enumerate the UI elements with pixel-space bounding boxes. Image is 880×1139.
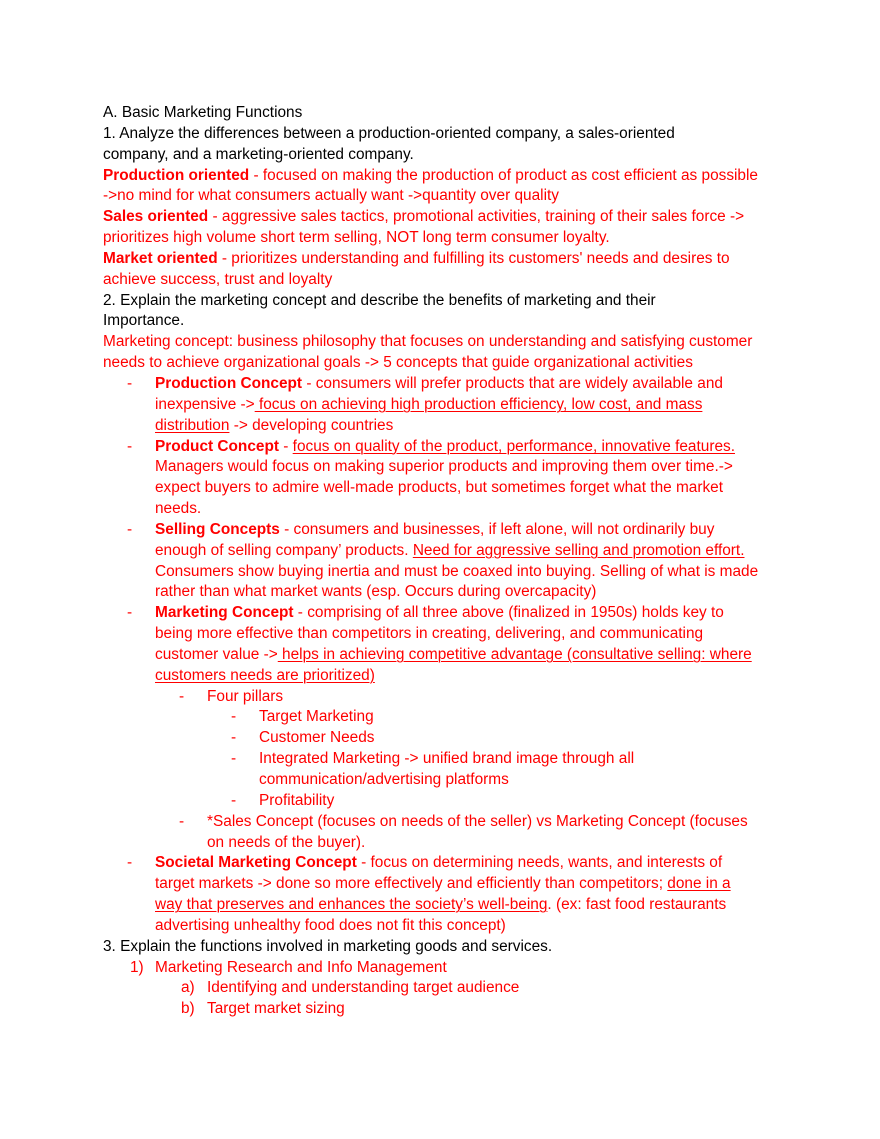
bullet-dash: - bbox=[231, 708, 237, 726]
list-item-marketing-concept: - Marketing Concept - comprising of all three above (finalized in 1950s) holds key to being more effective than competitors in creating, delivering, and communicating customer value -> helps in achieving competitive advantage (consultative selling: where customers needs are prioritized) bbox=[127, 604, 752, 684]
list-item-market-sizing: b) Target market sizing bbox=[103, 999, 783, 1020]
list-item-selling-concepts: - Selling Concepts - consumers and businesses, if left alone, will not ordinarily buy enough of selling company’ products. Need for aggressive selling and promotion effort. Consumers show buying inertia and must be coaxed into buying. Selling of what is made rather than what market wants (esp. Occurs during overcapacity) bbox=[127, 520, 759, 601]
bullet-dash: - bbox=[179, 687, 185, 705]
market-oriented-term: Market oriented bbox=[103, 249, 218, 267]
production-oriented-desc: - focused on making the production of product as cost efficient as possible bbox=[249, 166, 758, 184]
question-1-line-1: 1. Analyze the differences between a production-oriented company, a sales-oriented bbox=[103, 124, 675, 142]
product-concept-term: Product Concept bbox=[155, 437, 279, 455]
underlined-emphasis: helps in achieving competitive advantage (consultative selling: where bbox=[277, 645, 752, 663]
underlined-emphasis: distribution bbox=[155, 416, 230, 434]
underlined-emphasis: focus on quality of the product, performance, innovative features. bbox=[292, 437, 735, 455]
societal-concept-term: Societal Marketing Concept bbox=[155, 854, 357, 872]
pillar-item-integrated-marketing: - Integrated Marketing -> unified brand image through all communication/advertising platforms bbox=[231, 750, 635, 788]
section-title: A. Basic Marketing Functions bbox=[103, 104, 303, 121]
market-oriented-line-2: achieve success, trust and loyalty bbox=[103, 270, 333, 288]
underlined-emphasis: customers needs are prioritized) bbox=[155, 666, 375, 684]
list-item-production-concept: - Production Concept - consumers will prefer products that are widely available and inexpensive -> focus on achieving high production efficiency, low cost, and mass distribution -> developing countries bbox=[127, 374, 723, 434]
list-item-four-pillars: - Four pillars bbox=[103, 687, 783, 708]
pillar-item-target-marketing: - Target Marketing bbox=[103, 707, 783, 728]
pillar-item-profitability: - Profitability bbox=[103, 791, 783, 812]
question-2-line-1: 2. Explain the marketing concept and describe the benefits of marketing and their bbox=[103, 291, 656, 309]
list-number: 1) bbox=[130, 958, 144, 976]
sales-oriented-line-2: prioritizes high volume short term selling, NOT long term consumer loyalty. bbox=[103, 229, 610, 247]
sales-oriented-term: Sales oriented bbox=[103, 208, 209, 226]
underlined-emphasis: way that preserves and enhances the society’s well-being bbox=[155, 896, 548, 914]
marketing-concept-definition-line-1: Marketing concept: business philosophy that focuses on understanding and satisfying customer bbox=[103, 333, 753, 351]
bullet-dash: - bbox=[127, 520, 133, 538]
marketing-concept-definition-line-2: needs to achieve organizational goals -> 5 concepts that guide organizational activities bbox=[103, 354, 693, 372]
market-oriented-line-1 bbox=[103, 249, 783, 270]
bullet-dash: - bbox=[231, 750, 237, 768]
bullet-dash: - bbox=[127, 604, 133, 622]
underlined-emphasis: Need for aggressive selling and promotion effort. bbox=[412, 541, 745, 559]
underlined-emphasis: done in a bbox=[667, 875, 731, 893]
list-item-identify-audience: a) Identifying and understanding target audience bbox=[103, 978, 783, 999]
list-item-sales-vs-marketing: - *Sales Concept (focuses on needs of the seller) vs Marketing Concept (focuses on needs of the buyer). bbox=[179, 812, 748, 851]
market-oriented-desc: - prioritizes understanding and fulfilling its customers' needs and desires to bbox=[217, 249, 730, 267]
marketing-concept-term: Marketing Concept bbox=[155, 604, 294, 622]
question-2-line-2: Importance. bbox=[103, 312, 185, 330]
question-1-line-2: company, and a marketing-oriented company. bbox=[103, 145, 414, 163]
document-content bbox=[103, 103, 783, 1020]
selling-concepts-term: Selling Concepts bbox=[155, 520, 280, 538]
production-concept-term: Production Concept bbox=[155, 374, 303, 392]
bullet-dash: - bbox=[231, 729, 237, 747]
bullet-dash: - bbox=[127, 437, 133, 455]
question-3: 3. Explain the functions involved in marketing goods and services. bbox=[103, 937, 553, 955]
sales-oriented-line-1 bbox=[103, 207, 783, 228]
list-item-marketing-research: 1) Marketing Research and Info Management bbox=[103, 958, 783, 979]
list-item-societal-marketing-concept: - Societal Marketing Concept - focus on determining needs, wants, and interests of target markets -> done so more effectively and efficiently than competitors; done in a way that preserves and enhances the society’s well-being. (ex: fast food restaurants advertising unhealthy food does not fit this concept) bbox=[127, 854, 731, 934]
bullet-dash: - bbox=[231, 791, 237, 809]
pillar-item-customer-needs: - Customer Needs bbox=[103, 728, 783, 749]
list-item-product-concept: - Product Concept - focus on quality of the product, performance, innovative features. Managers would focus on making superior products and improving them over time.-> expect buyers to admire well-made products, but sometimes forget what the market needs. bbox=[127, 437, 735, 518]
list-letter: b) bbox=[181, 1000, 195, 1018]
production-oriented-line-2: ->no mind for what consumers actually want ->quantity over quality bbox=[103, 187, 559, 205]
bullet-dash: - bbox=[179, 812, 185, 830]
production-oriented-line-1 bbox=[103, 166, 783, 187]
sales-oriented-desc: - aggressive sales tactics, promotional activities, training of their sales force -> bbox=[208, 208, 745, 226]
underlined-emphasis: focus on achieving high production efficiency, low cost, and mass bbox=[254, 395, 703, 413]
bullet-dash: - bbox=[127, 374, 133, 392]
production-oriented-term: Production oriented bbox=[103, 166, 250, 184]
bullet-dash: - bbox=[127, 854, 133, 872]
list-letter: a) bbox=[181, 979, 195, 997]
